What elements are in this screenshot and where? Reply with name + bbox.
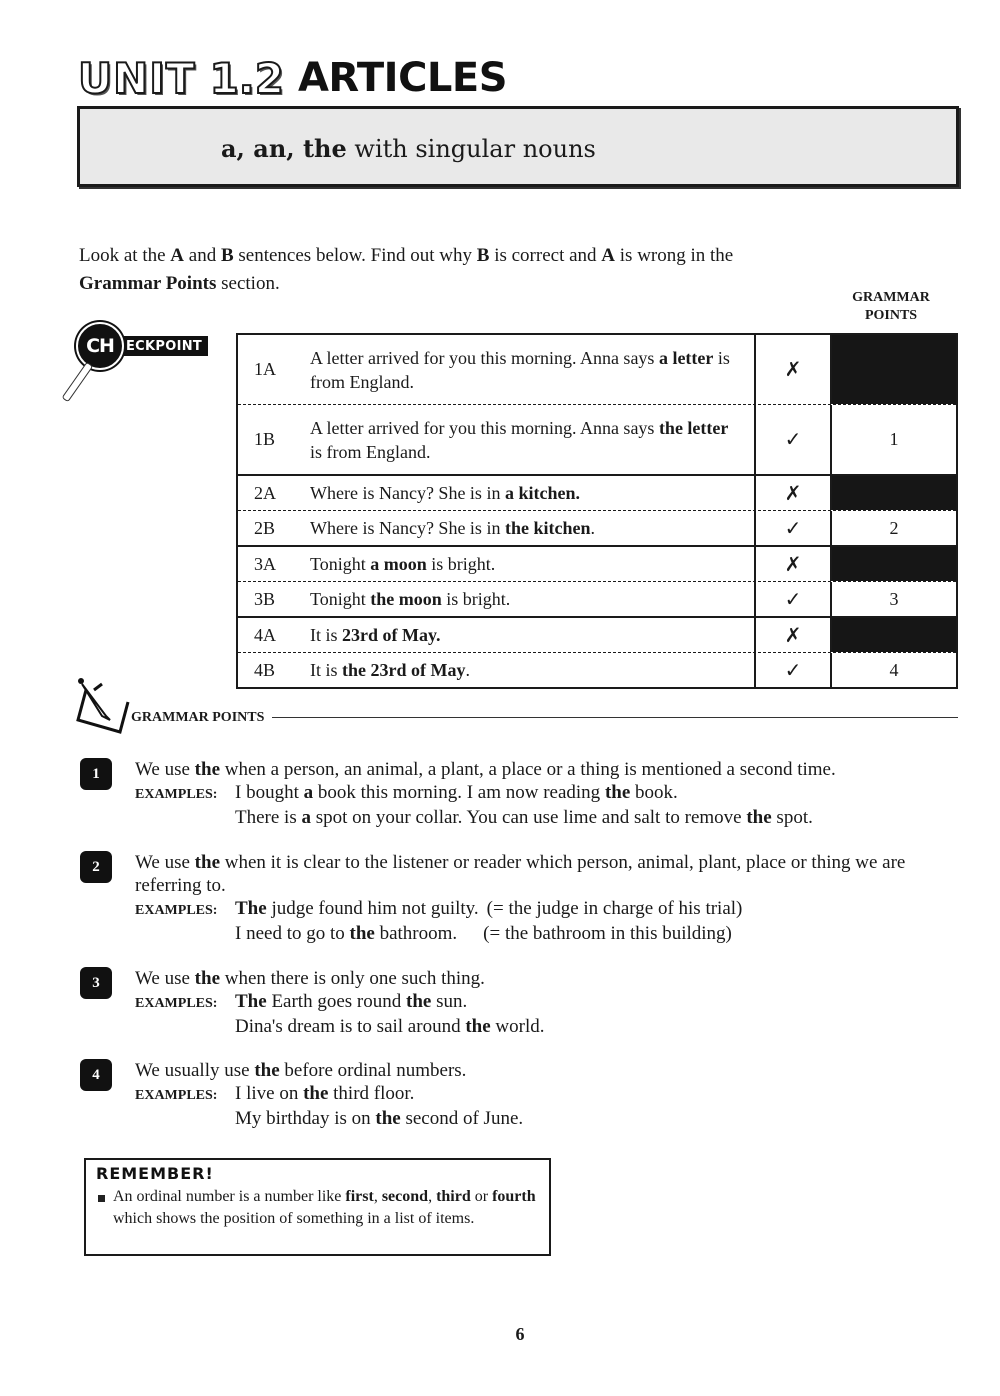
rule-text: when a person, an animal, a plant, a place or a thing is mentioned a second time. [220, 759, 836, 780]
instr-bold: B [476, 245, 490, 266]
sentence-text [310, 476, 754, 510]
rule-text: We use [135, 759, 195, 780]
ex-text: book. [630, 782, 678, 803]
cross-icon: ✗ [754, 618, 830, 652]
rule-bold: the [194, 968, 220, 989]
point-rule [135, 967, 960, 990]
sentence-text [310, 511, 754, 545]
ex-bold: the [375, 1108, 401, 1129]
table-row [238, 474, 956, 510]
sentence-post: is bright. [426, 554, 496, 574]
instructions [79, 242, 909, 298]
sentence-bold: a moon [370, 554, 427, 574]
point-rule [135, 1059, 960, 1082]
subtitle [221, 134, 596, 163]
check-icon: ✓ [754, 582, 830, 616]
grammar-point-ref: 2 [830, 511, 956, 545]
ex-text: I need to go to [235, 923, 350, 944]
sentence-post: . [590, 518, 595, 538]
instr-bold: B [220, 245, 234, 266]
ex-bold: The [235, 898, 267, 919]
sentence-post: is from England. [310, 347, 730, 392]
checkpoint-logo [60, 320, 220, 410]
ex-bold: the [349, 923, 375, 944]
examples-label: EXAMPLES: [135, 903, 218, 918]
ex-text: I live on [235, 1083, 304, 1104]
gp-header-line2: POINTS [864, 308, 918, 323]
example-line [235, 1107, 960, 1130]
grammar-point-ref: 4 [830, 653, 956, 687]
examples-label: EXAMPLES: [135, 996, 218, 1011]
ex-text: I bought [235, 782, 304, 803]
table-row [238, 510, 956, 545]
ex-text: sun. [431, 991, 468, 1012]
example-line [135, 1082, 960, 1107]
checkpoint-bar [112, 336, 208, 356]
sentence-pre: A letter arrived for you this morning. Anna says [310, 347, 659, 368]
sentence-bold: the moon [370, 589, 442, 609]
rule-text: We use [135, 968, 195, 989]
example-line [135, 990, 960, 1015]
table-row [238, 545, 956, 581]
grammar-point-1 [80, 758, 960, 829]
sentence-id: 3A [254, 553, 276, 574]
check-icon: ✓ [754, 405, 830, 474]
instr-text: is wrong in the [615, 245, 734, 266]
remember-text [113, 1186, 543, 1230]
magnifier-icon [76, 322, 124, 370]
instr-text: Look at the [79, 245, 171, 266]
examples-label: EXAMPLES: [135, 787, 218, 802]
example-line [235, 922, 945, 945]
ex-text: world. [490, 1016, 545, 1037]
ex-text: My birthday is on [235, 1108, 376, 1129]
cross-icon: ✗ [754, 335, 830, 404]
table-row [238, 616, 956, 652]
sentence-bold: a letter [658, 347, 714, 368]
instr-bold: A [601, 245, 616, 266]
rem-bold: third [436, 1188, 471, 1205]
instr-text: section. [216, 273, 280, 294]
ex-text: second of June. [400, 1108, 524, 1129]
pencil-note-icon [72, 676, 130, 734]
rem-text: , [373, 1188, 382, 1205]
rule-text: before ordinal numbers. [279, 1060, 467, 1081]
grammar-point-ref [830, 618, 956, 652]
ex-text: third floor. [328, 1083, 415, 1104]
rem-text: , [428, 1188, 437, 1205]
grammar-point-ref [830, 335, 956, 404]
ex-bold: the [465, 1016, 491, 1037]
ex-text: spot. [771, 807, 813, 828]
remember-box [84, 1158, 551, 1256]
unit-title [78, 50, 507, 106]
ex-text: book this morning. I am now reading [313, 782, 605, 803]
grammar-point-ref: 1 [830, 405, 956, 474]
sentence-bold: a kitchen. [504, 483, 580, 503]
sentence-id: 4A [254, 624, 276, 645]
point-number-badge: 4 [80, 1059, 112, 1091]
instr-text: sentences below. Find out why [233, 245, 477, 266]
ex-text: bathroom. [374, 923, 458, 944]
unit-topic: ARTICLES [297, 55, 508, 101]
rule-text: when there is only one such thing. [220, 968, 485, 989]
instr-bold: A [170, 245, 185, 266]
examples-label: EXAMPLES: [135, 1088, 218, 1103]
sentence-text [310, 582, 754, 616]
gp-header-line1: GRAMMAR [852, 290, 930, 305]
ex-bold: the [303, 1083, 329, 1104]
sentence-post: . [465, 660, 470, 680]
ex-bold: The [235, 991, 267, 1012]
sentence-id: 2B [254, 517, 276, 538]
ex-bold: the [746, 807, 772, 828]
sentence-pre: Tonight [310, 554, 371, 574]
checkpoint-circle-text: CH [86, 335, 114, 357]
sentence-bold: the letter [658, 417, 729, 438]
ex-text: spot on your collar. You can use lime and salt to remove [310, 807, 747, 828]
sentence-id: 4B [254, 659, 276, 680]
subtitle-rest: with singular nouns [346, 135, 596, 163]
table-row [238, 581, 956, 616]
sentence-id: 3B [254, 588, 276, 609]
checkpoint-bar-text: ECKPOINT [126, 338, 203, 354]
rem-text: An ordinal number is a number like [113, 1188, 346, 1205]
cross-icon: ✗ [754, 476, 830, 510]
sentence-pre: Where is Nancy? She is in [310, 483, 505, 503]
rem-bold: second [381, 1188, 429, 1205]
sentence-pre: It is [310, 660, 343, 680]
sentence-pre: It is [310, 625, 343, 645]
sentence-post: is from England. [310, 441, 431, 462]
ex-gloss: (= the bathroom in this building) [483, 923, 732, 944]
ex-bold: a [301, 807, 311, 828]
unit-label: UNIT [78, 53, 196, 103]
grammar-point-ref [830, 547, 956, 581]
sentence-post: is bright. [441, 589, 511, 609]
sentence-text [310, 653, 754, 687]
ex-text: Dina's dream is to sail around [235, 1016, 466, 1037]
table-row [238, 652, 956, 687]
ex-bold: a [303, 782, 314, 803]
remember-title: REMEMBER! [96, 1164, 214, 1183]
sentence-id: 2A [254, 482, 276, 503]
rule-text: We usually use [135, 1060, 255, 1081]
bullet-icon [98, 1195, 105, 1202]
grammar-point-3 [80, 967, 960, 1038]
rem-text: or [470, 1188, 493, 1205]
sentence-id: 1A [254, 359, 276, 379]
point-number-badge: 2 [80, 851, 112, 883]
ex-text: Earth goes round [266, 991, 406, 1012]
sentence-bold: 23rd of May. [342, 625, 441, 645]
sentence-text [310, 618, 754, 652]
rule-text: We use [135, 852, 195, 873]
rem-text: which shows the position of something in a list of items. [113, 1210, 475, 1227]
sentence-pre: A letter arrived for you this morning. Anna says [310, 417, 659, 438]
ex-text: There is [235, 807, 302, 828]
divider [272, 717, 958, 718]
instr-bold: Grammar Points [79, 273, 217, 294]
rem-bold: fourth [492, 1188, 536, 1205]
point-rule [135, 851, 945, 897]
rem-bold: first [345, 1188, 374, 1205]
grammar-point-ref [830, 476, 956, 510]
rule-text: when it is clear to the listener or reader which person, animal, plant, place or thing we are referring to. [135, 852, 906, 896]
check-icon: ✓ [754, 653, 830, 687]
point-number-badge: 3 [80, 967, 112, 999]
rule-bold: the [194, 759, 220, 780]
table-row [238, 335, 956, 404]
sentence-text [310, 405, 754, 474]
cross-icon: ✗ [754, 547, 830, 581]
ex-bold: the [604, 782, 631, 803]
point-rule [135, 758, 960, 781]
grammar-point-4 [80, 1059, 960, 1130]
sentence-text [310, 547, 754, 581]
example-line [235, 806, 960, 829]
subtitle-bold: a, an, the [221, 134, 347, 163]
example-line [135, 897, 945, 922]
ex-gloss: (= the judge in charge of his trial) [486, 898, 743, 919]
grammar-point-2 [80, 851, 960, 945]
sentence-bold: the 23rd of May [342, 660, 466, 680]
table-row [238, 404, 956, 474]
instr-text: and [184, 245, 221, 266]
example-line [135, 781, 960, 806]
rule-bold: the [254, 1060, 280, 1081]
sentence-pre: Tonight [310, 589, 371, 609]
rule-bold: the [194, 852, 220, 873]
grammar-points-column-header [836, 289, 946, 325]
point-number-badge: 1 [80, 758, 112, 790]
check-icon: ✓ [754, 511, 830, 545]
instr-text: is correct and [489, 245, 602, 266]
sentence-id: 1B [254, 429, 276, 449]
sentence-text [310, 335, 754, 404]
ex-text: judge found him not guilty. [266, 898, 479, 919]
unit-number: 1.2 [209, 53, 284, 103]
ex-bold: the [406, 991, 432, 1012]
grammar-points-heading: GRAMMAR POINTS [131, 710, 265, 725]
magnifier-handle-icon [61, 362, 93, 403]
checkpoint-table [236, 333, 958, 689]
example-line [235, 1015, 960, 1038]
grammar-point-ref: 3 [830, 582, 956, 616]
sentence-bold: the kitchen [504, 518, 591, 538]
page-number: 6 [515, 1324, 525, 1344]
sentence-pre: Where is Nancy? She is in [310, 518, 505, 538]
